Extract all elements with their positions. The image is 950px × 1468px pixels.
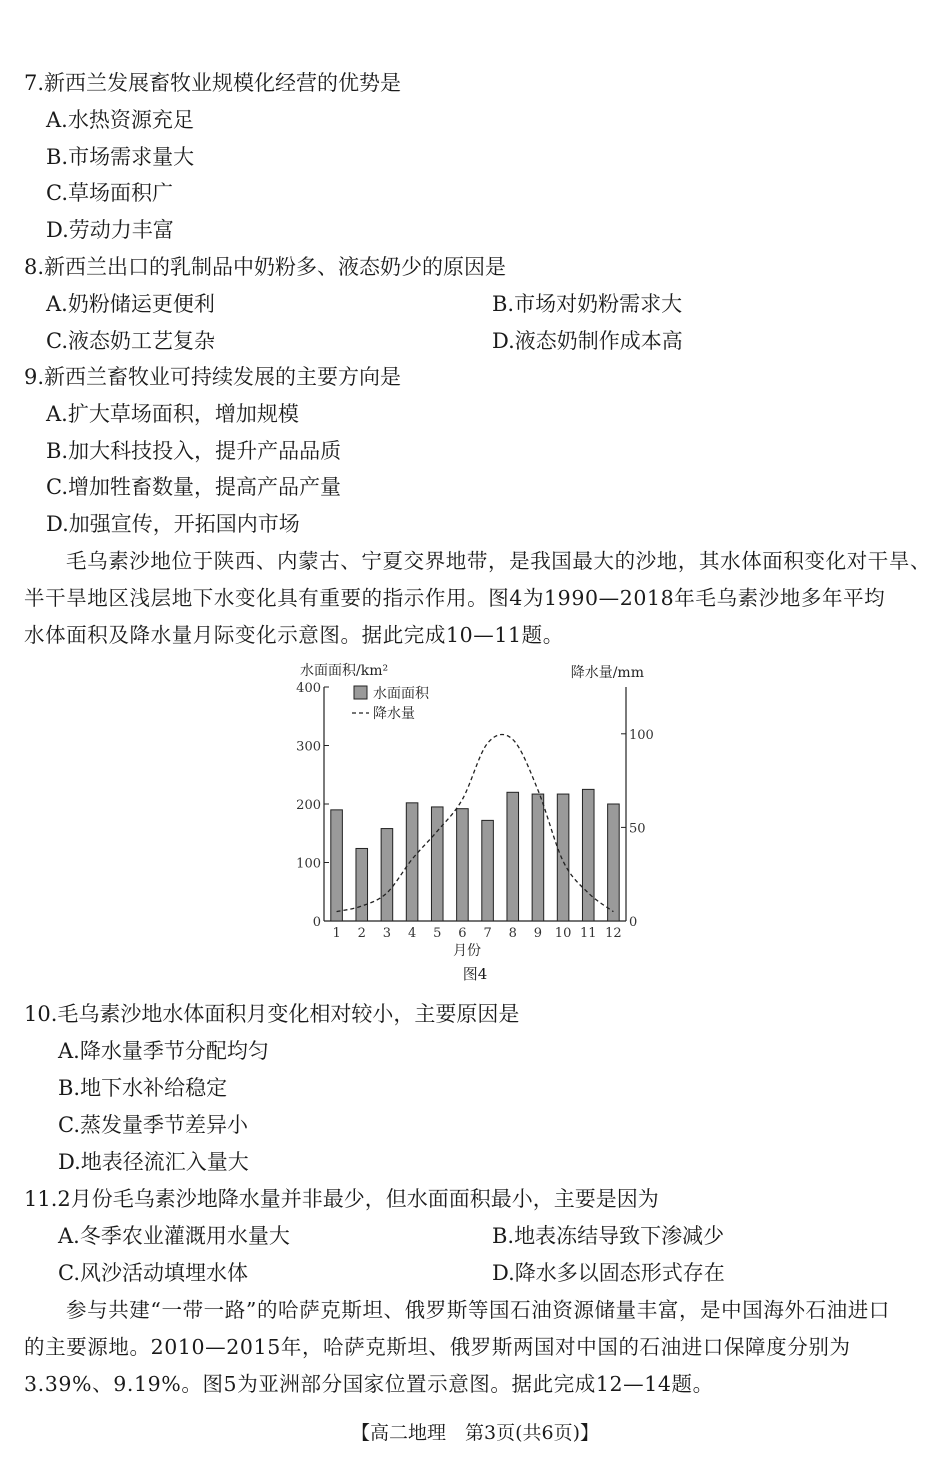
precipitation-line [337,734,614,911]
q9-option-c: C.增加牲畜数量，提高产品产量 [46,475,341,499]
right-axis-title: 降水量/mm [570,665,644,681]
left-tick-label: 300 [296,739,321,755]
x-tick-label: 12 [605,926,622,941]
x-tick-label: 3 [382,926,392,941]
q11-option-b: B.地表冻结导致下渗减少 [492,1224,725,1248]
bar-8 [507,792,519,921]
q7-option-b: B.市场需求量大 [46,145,195,169]
q7-option-a: A.水热资源充足 [46,108,194,132]
x-tick-label: 7 [483,926,492,941]
q8-option-a: A.奶粉储运更便利 [46,292,215,316]
x-tick-label: 9 [533,926,543,941]
bar-7 [482,820,494,921]
left-tick-label: 0 [312,915,321,930]
passage2-line1: 参与共建“一带一路”的哈萨克斯坦、俄罗斯等国石油资源储量丰富，是中国海外石油进口 [66,1298,890,1322]
x-tick-label: 2 [357,926,366,941]
q10-stem: 10.毛乌素沙地水体面积月变化相对较小，主要原因是 [24,1002,520,1026]
q9-option-d: D.加强宣传，开拓国内市场 [46,512,300,536]
x-tick-label: 6 [458,926,467,941]
q7-stem: 7.新西兰发展畜牧业规模化经营的优势是 [24,71,402,95]
passage2-line2: 的主要源地。2010—2015年，哈萨克斯坦、俄罗斯两国对中国的石油进口保障度分别为 [24,1335,851,1359]
page-footer: 【高二地理 第3页(共6页)】 [350,1422,599,1444]
x-tick-label: 5 [433,926,442,941]
passage2-line3: 3.39%、9.19%。图5为亚洲部分国家位置示意图。据此完成12—14题。 [24,1372,714,1396]
left-axis-title: 水面面积/km² [300,663,389,679]
bar-1 [331,810,343,921]
q8-option-d: D.液态奶制作成本高 [492,329,683,353]
bar-12 [608,804,620,921]
q7-option-d: D.劳动力丰富 [46,218,174,242]
figure-caption: 图4 [462,965,488,983]
passage1-line3: 水体面积及降水量月际变化示意图。据此完成10—11题。 [24,623,564,647]
q7-option-c: C.草场面积广 [46,181,173,205]
q8-option-c: C.液态奶工艺复杂 [46,329,215,353]
x-tick-label: 10 [554,926,572,941]
legend-label-water-area: 水面面积 [373,686,429,702]
left-tick-label: 100 [296,856,321,872]
passage1-line1: 毛乌素沙地位于陕西、内蒙古、宁夏交界地带，是我国最大的沙地，其水体面积变化对干旱、 [66,549,932,573]
q11-stem: 11.2月份毛乌素沙地降水量并非最少，但水面面积最小，主要是因为 [24,1187,659,1211]
left-tick-label: 400 [296,681,321,696]
bar-9 [532,794,544,921]
q9-option-b: B.加大科技投入，提升产品品质 [46,439,342,463]
bar-2 [356,848,368,921]
bar-5 [431,807,443,921]
x-tick-label: 1 [332,926,341,941]
passage1-line2: 半干旱地区浅层地下水变化具有重要的指示作用。图4为1990—2018年毛乌素沙地多年平均 [24,586,886,610]
q11-option-a: A.冬季农业灌溉用水量大 [58,1224,290,1248]
bar-4 [406,803,418,921]
q8-stem: 8.新西兰出口的乳制品中奶粉多、液态奶少的原因是 [24,255,507,279]
right-tick-label: 0 [629,915,638,930]
x-axis-label: 月份 [453,943,481,959]
q10-option-c: C.蒸发量季节差异小 [58,1113,248,1137]
bar-10 [557,794,569,921]
q10-option-b: B.地下水补给稳定 [58,1076,228,1100]
q10-option-d: D.地表径流汇入量大 [58,1150,249,1174]
figure4-chart [270,655,680,960]
x-tick-label: 11 [579,926,597,941]
x-tick-label: 4 [407,926,417,941]
right-tick-label: 100 [629,727,654,743]
bar-6 [457,809,469,921]
left-tick-label: 200 [296,798,321,813]
legend-swatch-water-area [354,686,367,699]
legend-label-precipitation: 降水量 [373,706,415,722]
right-tick-label: 50 [629,821,646,837]
q10-option-a: A.降水量季节分配均匀 [58,1039,269,1063]
q8-option-b: B.市场对奶粉需求大 [492,292,683,316]
q11-option-c: C.风沙活动填埋水体 [58,1261,248,1285]
x-tick-label: 8 [508,926,517,941]
bar-3 [381,829,393,921]
q11-option-d: D.降水多以固态形式存在 [492,1261,725,1285]
q9-option-a: A.扩大草场面积，增加规模 [46,402,299,426]
bar-11 [582,789,594,921]
q9-stem: 9.新西兰畜牧业可持续发展的主要方向是 [24,365,402,389]
